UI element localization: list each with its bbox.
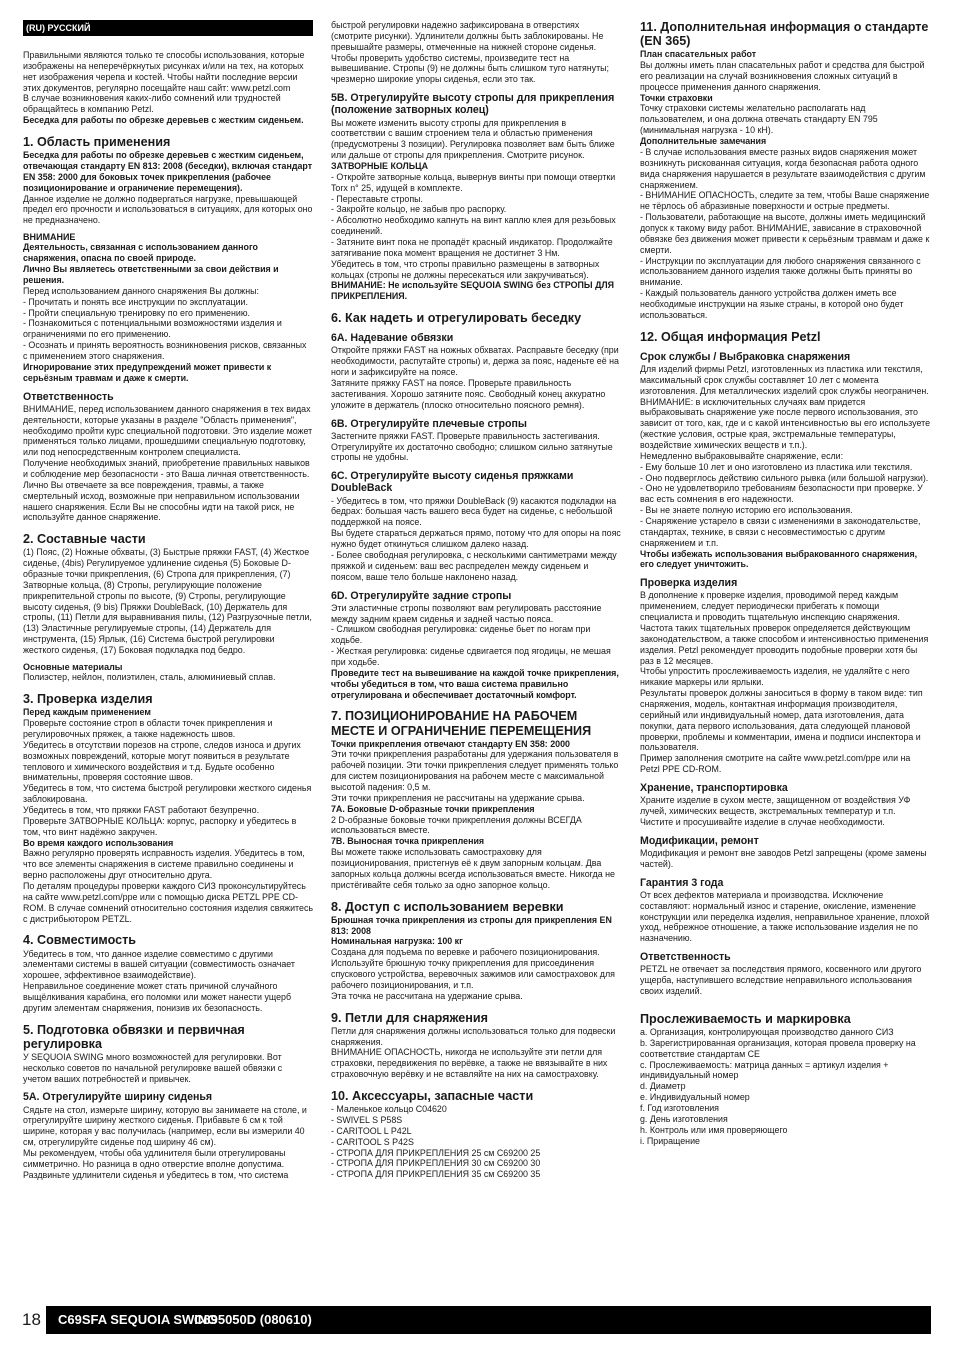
page-footer xyxy=(0,1306,954,1334)
responsibility-text: ВНИМАНИЕ, перед использованием данного снаряжения в тех видах деятельности, которые указаны в разделе "Область применения", необходимо пройти курс специальной подготовки. Это изделие может применяться только лицами, прошедшими специальную подготовку, или под непосредственным контролем специалиста. xyxy=(23,403,313,458)
section-6d-bold: Проведите тест на вывешивание на каждой точке прикрепления, чтобы убедиться в том, что ваша система правильно отрегулирована и обеспечивает достаточный комфорт. xyxy=(331,667,619,700)
intro-text-2: В случае возникновения каких-либо сомнений или трудностей обращайтесь в компанию Petzl. xyxy=(23,93,281,115)
section-12-title: 12. Общая информация Petzl xyxy=(640,329,821,344)
liability-title: Ответственность xyxy=(640,951,731,964)
section-11-item: - В случае использования вместе разных видов снаряжения может возникнуть рискованная ситуация, когда безопасная работа одного вида снаряжения нарушается в результате взаимодействия с другим снаряжением. xyxy=(640,146,926,190)
section-11-text: Вы должны иметь план спасательных работ и средства для быстрой его реализации на случай возникновения сложных ситуаций в процессе применения данного снаряжения. xyxy=(640,60,925,92)
section-7b-title: 7B. Выносная точка прикрепления xyxy=(331,836,485,847)
liability-text: PETZL не отвечает за последствия прямого, косвенного или другого ущерба, наступившего вследствие неправильного использования своих изделий. xyxy=(640,964,922,997)
responsibility-text: Получение необходимых знаний, приобретение правильных навыков и соблюдение мер безопасности - это Ваша личная ответственность. xyxy=(23,458,310,479)
section-3-sub-2: Во время каждого использования xyxy=(23,837,174,848)
section-5b-text: Вы можете изменить высоту стропы для прикрепления в соответствии с вашим строением тела и областью применения (предусмотрены 3 позиции). Регулировка позволяет вам быть ближе или дальше от стропы для прикрепления. Смотрите рисунок. xyxy=(331,117,615,161)
materials-title: Основные материалы xyxy=(23,661,123,672)
warning-bold-1: Деятельность, связанная с использованием данного снаряжения, опасна по своей природе. xyxy=(23,242,258,264)
rings-text: Убедитесь в том, что стропы правильно размещены в затворных кольцах (стропы не должны пересекаться или закручиваться). xyxy=(331,258,600,280)
section-7-sub: Точки прикрепления отвечают стандарту EN 358: 2000 xyxy=(331,738,570,749)
warning-item: - Познакомиться с потенциальными возможностями изделия и ограничениями по его применению. xyxy=(23,318,282,340)
section-11-title: 11. Дополнительная информация о стандарте (EN 365) xyxy=(640,20,929,49)
accessory-item: - Маленькое кольцо C04620 xyxy=(331,1104,447,1115)
section-8-text: Эта точка не рассчитана на удержание срыва. xyxy=(331,990,523,1001)
footer-product: C69SFA SEQUOIA SWING xyxy=(58,1312,218,1327)
rings-item: - Абсолютно необходимо капнуть на винт каплю клея для резьбовых соединений. xyxy=(331,215,616,237)
section-7-title: 7. ПОЗИЦИОНИРОВАНИЕ НА РАБОЧЕМ МЕСТЕ И ОГРАНИЧЕНИЕ ПЕРЕМЕЩЕНИЯ xyxy=(331,709,592,738)
warning-text: Перед использованием данного снаряжения Вы должны: xyxy=(23,285,259,296)
section-7-text: Эти точки прикрепления разработаны для удержания пользователя в рабочей позиции. Эти точки прикрепления следует применять только для систем позиционирования на рабочем месте с максимальной высотой падения: 0,5 м. xyxy=(331,749,619,793)
section-3-text: Убедитесь в том, что система быстрой регулировки жесткого сиденья заблокирована. xyxy=(23,783,312,805)
section-8-sub-2: Номинальная нагрузка: 100 кг xyxy=(331,936,463,947)
section-6a-title: 6A. Надевание обвязки xyxy=(331,332,454,345)
storage-title: Хранение, транспортировка xyxy=(640,782,788,795)
traceability-title: Прослеживаемость и маркировка xyxy=(640,1011,851,1026)
materials-text: Полиэстер, нейлон, полиэтилен, сталь, алюминиевый сплав. xyxy=(23,672,276,683)
column-2 xyxy=(331,20,621,1315)
section-5a-text: Мы рекомендуем, чтобы оба удлинителя были отрегулированы симметрично. Но разница в одно отверстие вполне допустима. Раздвиньте удлинители сиденья и убедитесь в том, что система xyxy=(23,1148,289,1180)
section-9-title: 9. Петли для снаряжения xyxy=(331,1010,488,1025)
footer-code: C695050D (080610) xyxy=(194,1312,312,1327)
lifetime-item: - Снаряжение устарело в связи с изменениями в законодательстве, стандартах, технике, в связи с несовместимостью с другим снаряжением и т.п. xyxy=(640,515,921,548)
storage-text: Храните изделие в сухом месте, защищенном от воздействия УФ лучей, химических веществ, экстремальных температур и т.п. Чистите и просушивайте изделие в случае необходимости. xyxy=(640,795,911,827)
section-6c-text: Вы будете стараться держаться прямо, потому что для опоры на пояс нужно будет откинуться слишком далеко назад. xyxy=(331,528,621,550)
column-1 xyxy=(23,20,313,1315)
inspection-text: Чтобы упростить прослеживаемость изделия, не удаляйте с него никакие маркеры или ярлыки. xyxy=(640,666,910,688)
section-1-title: 1. Область применения xyxy=(23,134,171,149)
rings-title: ЗАТВОРНЫЕ КОЛЬЦА xyxy=(331,160,429,171)
warranty-title: Гарантия 3 года xyxy=(640,876,724,889)
section-1-text: Данное изделие не должно подвергаться нагрузке, превышающей предел его прочности и использоваться в ситуациях, для которых оно не предназначено. xyxy=(23,193,313,226)
inspection-text: Пример заполнения смотрите на сайте www.petzl.com/ppe или на Petzl PPE CD-ROM. xyxy=(640,753,911,775)
section-3-text: Проверьте состояние строп в области точек прикрепления и регулировочных пряжек, а также надежность швов. xyxy=(23,718,273,739)
section-6-title: 6. Как надеть и отрегулировать беседку xyxy=(331,311,582,326)
modifications-title: Модификации, ремонт xyxy=(640,834,759,847)
section-5a-continued: быстрой регулировки надежно зафиксирована в отверстиях (смотрите рисунки). Удлинители должны быть заблокированы. Не превышайте размеры, отмеченные на нижней стороне сиденья. Чтобы проверить удобство системы, произведите тест на вывешивание. Стропы (9) не должны быть слишком туго натянуты; чрезмерно широкие упоры сиденья, если это так. xyxy=(331,20,609,85)
accessory-item: - СТРОПА ДЛЯ ПРИКРЕПЛЕНИЯ 25 см C69200 25 xyxy=(331,1147,541,1158)
traceability-item: f. Год изготовления xyxy=(640,1103,719,1114)
rings-item: - Откройте затворные кольца, вывернув винты при помощи отвертки Torx n° 25, идущей в комплекте. xyxy=(331,171,616,193)
section-3-text: Важно регулярно проверять исправность изделия. Убедитесь в том, что все элементы снаряжения в системе правильно соединены и верно расположены друг относительно друга. xyxy=(23,848,305,881)
lifetime-item: - Ему больше 10 лет и оно изготовлено из пластика или текстиля. xyxy=(640,461,913,472)
accessory-item: - СТРОПА ДЛЯ ПРИКРЕПЛЕНИЯ 30 см C69200 30 xyxy=(331,1158,541,1169)
section-3-text: Убедитесь в отсутствии порезов на стропе, следов износа и других возможных повреждений, которые могут появиться в результате теплового и химического воздействия и т.д. Будьте особенно внимательны, проверяя состояние швов. xyxy=(23,739,301,783)
section-5a-title: 5A. Отрегулируйте ширину сиденья xyxy=(23,1091,213,1104)
inspection-text: В дополнение к проверке изделия, проводимой перед каждым применением, следует периодически прибегать к помощи специалиста и проводить тщательную инспекцию снаряжения. Частота таких тщательных проверок определяется действующим законодательством, а также способом и интенсивностью применения изделия. Petzl рекомендует проводить подобные проверки хотя бы раз в 12 месяцев. xyxy=(640,590,929,666)
section-5-text: У SEQUOIA SWING много возможностей для регулировки. Вот несколько советов по начальной регулировке вашей обвязки с учетом ваших потребностей и привычек. xyxy=(23,1051,283,1084)
section-3-text: Проверьте ЗАТВОРНЫЕ КОЛЬЦА: корпус, распорку и убедитесь в том, что винт надёжно закручен. xyxy=(23,815,297,837)
inspection-title: Проверка изделия xyxy=(640,577,738,590)
section-6c-text: - Убедитесь в том, что пряжки DoubleBack (9) касаются подкладки на бедрах: большая часть вашего веса будет на сиденье, с небольшой поддержкой на поясе. xyxy=(331,495,617,528)
rings-item: - Закройте кольцо, не забыв про распорку. xyxy=(331,204,507,215)
section-11-item: - Инструкции по эксплуатации для любого снаряжения связанного с использованием данного изделия также должны быть приняты во внимание. xyxy=(640,255,921,288)
section-6b-text: Застегните пряжки FAST. Проверьте правильность застегивания. Отрегулируйте их достаточно свободно; слишком сильно затянутые стропы не удобны. xyxy=(331,430,613,463)
section-11-sub-1: План спасательных работ xyxy=(640,49,757,60)
section-7a-title: 7A. Боковые D-образные точки прикрепления xyxy=(331,803,535,814)
section-5a-text: Сядьте на стол, измерьте ширину, которую вы занимаете на столе, и отрегулируйте ширину жесткого сиденья. Прибавьте 6 см к той ширине, которая у вас получилась (например, если вы измерили 40 см, отрегулируйте сиденье под ширину 46 см). xyxy=(23,1104,307,1148)
section-11-sub-3: Дополнительные замечания xyxy=(640,136,767,147)
inspection-text: Результаты проверок должны заноситься в форму в таком виде: тип снаряжения, модель, контактная информация производителя, серийный или индивидуальный номер, дата изготовления, дата покупки, дата первого использования, дата следующей плановой проверки, проблемы и комментарии, имена и подписи инспектора и пользователя. xyxy=(640,688,923,753)
accessory-item: - CARITOOL S P42S xyxy=(331,1136,414,1147)
accessory-item: - SWIVEL S P58S xyxy=(331,1114,403,1125)
warning-bold-3: Игнорирование этих предупреждений может привести к серьёзным травмам и даже к смерти. xyxy=(23,361,272,383)
section-8-sub-1: Брюшная точка прикрепления из стропы для прикрепления EN 813: 2008 xyxy=(331,914,612,936)
traceability-item: g. День изготовления xyxy=(640,1113,728,1124)
lifetime-text: Для изделий фирмы Petzl, изготовленных из пластика или текстиля, максимальный срок службы составляет 10 лет с момента изготовления. Для металлических изделий срок службы неограничен. xyxy=(640,363,929,396)
lifetime-bold: Чтобы избежать использования выбракованного снаряжения, его следует уничтожить. xyxy=(640,548,918,570)
intro-bold: Беседка для работы по обрезке деревьев с жестким сиденьем. xyxy=(23,115,304,126)
section-6a-text: Затяните пряжку FAST на поясе. Проверьте правильность застегивания. Хорошо затяните пояс. Свободный конец аккуратно уложите в держатель (плоско относительно поясного ремня). xyxy=(331,377,606,410)
warning-title: ВНИМАНИЕ xyxy=(23,232,76,243)
section-11-item: - Каждый пользователь данного устройства должен иметь все необходимые инструкции на языке страны, в которой оно будет использоваться. xyxy=(640,288,904,320)
lifetime-item: - Вы не знаете полную историю его использования. xyxy=(640,505,853,516)
traceability-item: d. Диаметр xyxy=(640,1081,686,1092)
section-4-text: Неправильное соединение может стать причиной случайного выщёлкивания карабина, его поломки или может нанести ущерб другим элементам снаряжения, понизив их безопасность. xyxy=(23,981,292,1013)
traceability-item: h. Контроль или имя проверяющего xyxy=(640,1124,788,1135)
section-5-title: 5. Подготовка обвязки и первичная регулировка xyxy=(23,1022,245,1051)
section-8-text: Создана для подъема по веревке и рабочего позиционирования. Используйте брюшную точку прикрепления для присоединения спускового устройства, веревочных зажимов или самостраховок для рабочего позиционирования, и т.п. xyxy=(331,947,615,990)
section-6d-text: - Жесткая регулировка: сиденье сдвигается под ягодицы, не мешая при ходьбе. xyxy=(331,646,611,667)
section-4-title: 4. Совместимость xyxy=(23,933,137,948)
lifetime-text: ВНИМАНИЕ: в исключительных случаях вам придется выбраковывать снаряжение уже после первого использования, это зависит от того, как, где и с какой интенсивностью вы его используете (жесткие условия, острые края, экстремальные температуры, воздействие химических веществ и т.п.). xyxy=(640,396,930,450)
responsibility-title: Ответственность xyxy=(23,390,114,403)
modifications-text: Модификация и ремонт вне заводов Petzl запрещены (кроме замены частей). xyxy=(640,847,927,869)
section-7-text: Эти точки прикрепления не рассчитаны на удержание срыва. xyxy=(331,792,585,803)
traceability-item: c. Прослеживаемость: матрица данных = артикул изделия + индивидуальный номер xyxy=(640,1059,889,1081)
accessory-item: - CARITOOL L P42L xyxy=(331,1125,412,1136)
section-2-title: 2. Составные части xyxy=(23,532,146,547)
traceability-item: e. Индивидуальный номер xyxy=(640,1092,750,1103)
section-6d-text: Эти эластичные стропы позволяют вам регулировать расстояние между задним краем сиденья и задней частью пояса. xyxy=(331,602,602,624)
section-11-item: - Пользователи, работающие на высоте, должны иметь медицинский допуск к такому виду работ. ВНИМАНИЕ, зависание в страховочной обвязке без движения может привести к серьёзным травмам и даже к смерти. xyxy=(640,212,930,255)
section-3-title: 3. Проверка изделия xyxy=(23,692,153,707)
warranty-text: От всех дефектов материала и производства. Исключение составляют: нормальный износ и старение, окисление, изменение конструкции или переделка изделия, неправильное хранение, плохой уход, небрежное отношение, а также использование изделия не по назначению. xyxy=(640,889,930,944)
section-1-bold: Беседка для работы по обрезке деревьев с жестким сиденьем, отвечающая стандарту EN 813: 2008 (беседки), включая стандарт EN 358: 2000 для боковых точек прикрепления (рабочее позиционирование и ограничение перемещения). xyxy=(23,150,313,193)
lifetime-item: - Оно подверглось действию сильного рывка (или большой нагрузки). xyxy=(640,472,929,483)
section-7a-text: 2 D-образные боковые точки прикрепления должны ВСЕГДА использоваться вместе. xyxy=(331,814,582,836)
section-10-title: 10. Аксессуары, запасные части xyxy=(331,1088,534,1103)
rings-item: - Затяните винт пока не пропадёт красный индикатор. Продолжайте затягивание пока момент вращения не достигнет 3 Нм. xyxy=(331,236,613,258)
warning-item: - Осознать и принять вероятность возникновения рисков, связанных с применением этого снаряжения. xyxy=(23,340,307,362)
section-6d-title: 6D. Отрегулируйте задние стропы xyxy=(331,589,512,602)
rings-item: - Переставьте стропы. xyxy=(331,193,423,204)
footer-bar xyxy=(46,1306,931,1334)
section-6c-text: - Более свободная регулировка, с несколькими сантиметрами между пряжкой и сиденьем: ваш вес распределен между сиденьем и поясом, ваше тело больше наклонено назад. xyxy=(331,549,617,582)
section-2-text: (1) Пояс, (2) Ножные обхваты, (3) Быстрые пряжки FAST, (4) Жесткое сиденье, (4bis) Регулируемое удлинение сиденья (5) Боковые D-образные точки прикрепления, (6) Стропа для прикрепления, (7) Затворные кольца, (8) Стропы, регулирующие положение прикрепительной стропы по высоте, (9) Стропы, регулирующие высоту сиденья, (9 bis) Пряжки DoubleBack, (10) Держатель для стропы, (11) Петли для выравнивания пилы, (12) Разгрузочные петли, (13) Эластичные регулируемые стропы, (14) Держатель для инструмента, (15) Ярлык, (16) Система быстрой регулировки жесткого сиденья, (17) Боковая подкладка под бедро. xyxy=(23,547,312,656)
page-number: 18 xyxy=(22,1310,41,1329)
traceability-item: a. Организация, контролирующая производство данного СИЗ xyxy=(640,1027,894,1037)
lifetime-title: Срок службы / Выбраковка снаряжения xyxy=(640,350,851,363)
section-11-sub-2: Точки страховки xyxy=(640,92,713,103)
lifetime-item: - Оно не удовлетворило требованиям безопасности при проверке. У вас есть сомнения в его надежности. xyxy=(640,483,923,505)
accessory-item: - СТРОПА ДЛЯ ПРИКРЕПЛЕНИЯ 35 см C69200 35 xyxy=(331,1169,541,1180)
warning-item: - Пройти специальную тренировку по его применению. xyxy=(23,307,250,318)
section-9-text: Петли для снаряжения должны использоваться только для подвески снаряжения. xyxy=(331,1025,616,1047)
traceability-item: i. Приращение xyxy=(640,1135,700,1146)
rings-warning: ВНИМАНИЕ: Не используйте SEQUOIA SWING без СТРОПЫ ДЛЯ ПРИКРЕПЛЕНИЯ. xyxy=(331,280,614,302)
section-6b-title: 6B. Отрегулируйте плечевые стропы xyxy=(331,417,527,430)
section-5b-title: 5B. Отрегулируйте высоту стропы для прикрепления (положение затворных колец) xyxy=(331,92,615,117)
language-label: (RU) РУССКИЙ xyxy=(23,20,313,36)
warning-item: - Прочитать и понять все инструкции по эксплуатации. xyxy=(23,296,248,307)
intro-text: Правильными являются только те способы использования, которые изображены на неперечёркнутых рисунках и/или на тех, на которых нет изображения черепа и костей. Чтобы найти последние версии этих документов, регулярно посещайте наш сайт: www.petzl.com xyxy=(23,49,305,93)
column-3 xyxy=(640,20,930,1315)
section-11-item: - ВНИМАНИЕ ОПАСНОСТЬ, следите за тем, чтобы Ваше снаряжение не тёрлось об абразивные поверхности и острые предметы. xyxy=(640,190,930,212)
section-8-title: 8. Доступ с использованием веревки xyxy=(331,899,564,914)
section-6c-title: 6C. Отрегулируйте высоту сиденья пряжками DoubleBack xyxy=(331,470,574,495)
section-6d-text: - Слишком свободная регулировка: сиденье бьет по ногам при ходьбе. xyxy=(331,624,591,646)
section-4-text: Убедитесь в том, что данное изделие совместимо с другими элементами системы в вашей ситуации (совместимость означает хорошее, эффективное взаимодействие). xyxy=(23,948,295,981)
section-11-text: Точку страховки системы желательно располагать над пользователем, и она должна отвечать стандарту EN 795 (минимальная нагрузка - 10 кН). xyxy=(640,103,878,136)
section-9-text: ВНИМАНИЕ ОПАСНОСТЬ, никогда не используйте эти петли для страховки, передвижения по верёвке, а также не ввязывайте в них страховочную верёвку и не вставляйте на них на самостраховку. xyxy=(331,1047,608,1080)
section-7b-text: Вы можете также использовать самостраховку для позиционирования, пристегнув её к двум запорным кольцам. Два запорных кольца должны всегда использоваться вместе. Никогда не пристёгивайте себя только за одно запорное кольцо. xyxy=(331,847,615,890)
responsibility-text: Лично Вы отвечаете за все повреждения, травмы, а также смертельный исход, возможные при неправильном использовании нашего снаряжения. Если Вы не способны идти на такой риск, не используйте данное снаряжение. xyxy=(23,479,300,523)
section-6a-text: Откройте пряжки FAST на ножных обхватах. Расправьте беседку (при необходимости, распутайте стропы) и, держа за пояс, наденьте её на ноги и зафиксируйте на поясе. xyxy=(331,345,619,378)
section-3-text: По деталям процедуры проверки каждого СИЗ проконсультируйтесь на сайте www.petzl.com/ppe или с помощью диска PETZL PPE CD-ROM. В случае сомнений относительно состояния изделия свяжитесь с дистрибьютором PETZL. xyxy=(23,880,313,924)
warning-bold-2: Лично Вы являетесь ответственными за свои действия и решения. xyxy=(23,264,279,286)
section-3-text: Убедитесь в том, что пряжки FAST работают безупречно. xyxy=(23,804,260,815)
section-3-sub-1: Перед каждым применением xyxy=(23,707,151,718)
traceability-item: b. Зарегистрированная организация, которая провела проверку на соответствие стандартам CE xyxy=(640,1037,916,1059)
lifetime-text: Немедленно выбраковывайте снаряжение, если: xyxy=(640,450,844,461)
